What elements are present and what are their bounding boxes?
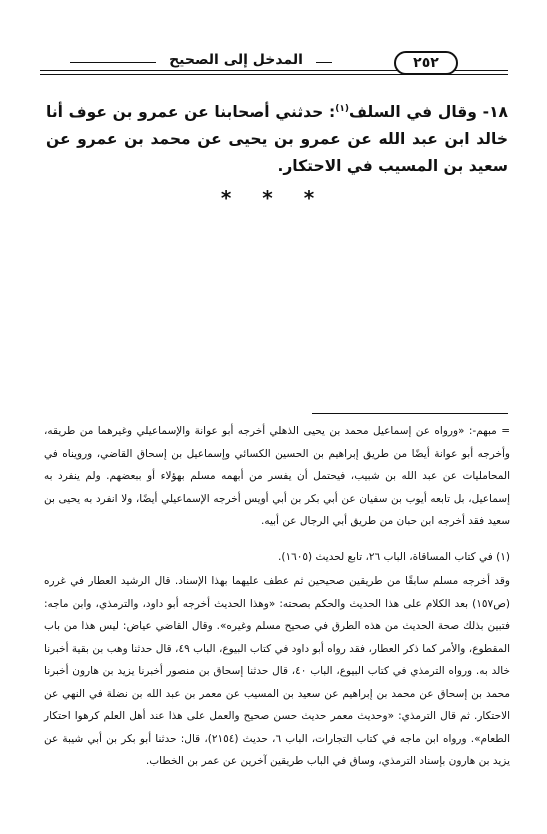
footnote-marker: (١) [496,551,510,563]
footnote-1-heading [44,546,510,569]
footnote-1-body: وقد أخرجه مسلم سابقًا من طريقين صحيحين ثم عطف عليهما بهذا الإسناد. قال الرشيد العطار في غرره (ص١٥٧) بعد الكلام على هذا الحديث والحكم بصحته: «وهذا الحديث أخرجه أبو داود، والترمذي، وابن ماجه: فتبين بذلك صحة الحديث من هذه الطرق في صحيح مسلم وغيره». وقال القاضي عياض: ليس هذا من باب المقطوع، والأمر كما ذكر العطار، فقد رواه أبو داود في كتاب البيوع، الباب ٤٩، قال حدثنا وهب بن بقية أخبرنا خالد به. ورواه الترمذي في كتاب البيوع، الباب ٤٠، قال حدثنا إسحاق بن منصور أخبرنا يزيد بن هارون أخبرنا محمد بن إسحاق عن محمد بن إبراهيم عن سعيد بن المسيب عن معمر بن عبد الله بن نضلة في النهي عن الاحتكار. ثم قال الترمذي: «وحديث معمر حديث حسن صحيح والعمل على هذا عند أهل العلم كرهوا احتكار الطعام». ورواه ابن ماجه في كتاب التجارات، الباب ٦، حديث (٢١٥٤)، قال: حدثنا أبو بكر بن أبي شيبة عن يزيد بن هارون بإسناد الترمذي، وساق في الباب طريقين آخرين عن عمر بن الخطاب. [44,575,510,767]
footnote-reference: (١) [335,104,349,114]
section-separator: * * * [220,186,327,210]
footnote-rule [312,413,508,414]
main-paragraph [46,96,508,180]
entry-text: : حدثني أصحابنا عن عمرو بن عوف أنا خالد ابن عبد الله عن عمرو بن يحيى عن محمد بن عمرو عن سعيد بن المسيب في الاحتكار. [46,103,508,176]
header-dash [70,62,160,63]
footnote-1-text: في كتاب المساقاة، الباب ٢٦، تابع لحديث (١٦٠٥). [278,551,493,563]
entry-number: ١٨ [489,103,508,122]
book-title: المدخل إلى الصحيح [156,52,316,68]
entry-text: - وقال في السلف [348,103,490,122]
footnote-continuation: = مبهم-: «ورواه عن إسماعيل محمد بن يحيى الذهلي أخرجه أبو عوانة والإسماعيلي وغيرهما من طريقه، وأخرجه أبو عوانة أيضًا من طريق إبراهيم بن الحسين الكسائي وإسماعيل بن إسحاق القاضي، ورويناه في المحامليات عن عبد الله بن شبيب، فيحتمل أن يفسر من أبهمه مسلم بهؤلاء أو ببعضهم. ولم ينفرد به إسماعيل، بل تابعه أيوب بن سفيان عن أبي بكر بن أبي أويس أخرجه الإسماعيلي أيضًا، ولا انفرد به يحيى بن سعيد فقد أخرجه ابن حبان من طريق أبي الرجال عن أبيه. [44,425,510,527]
running-header [0,0,547,80]
page-number: ٢٥٢ [394,51,458,75]
